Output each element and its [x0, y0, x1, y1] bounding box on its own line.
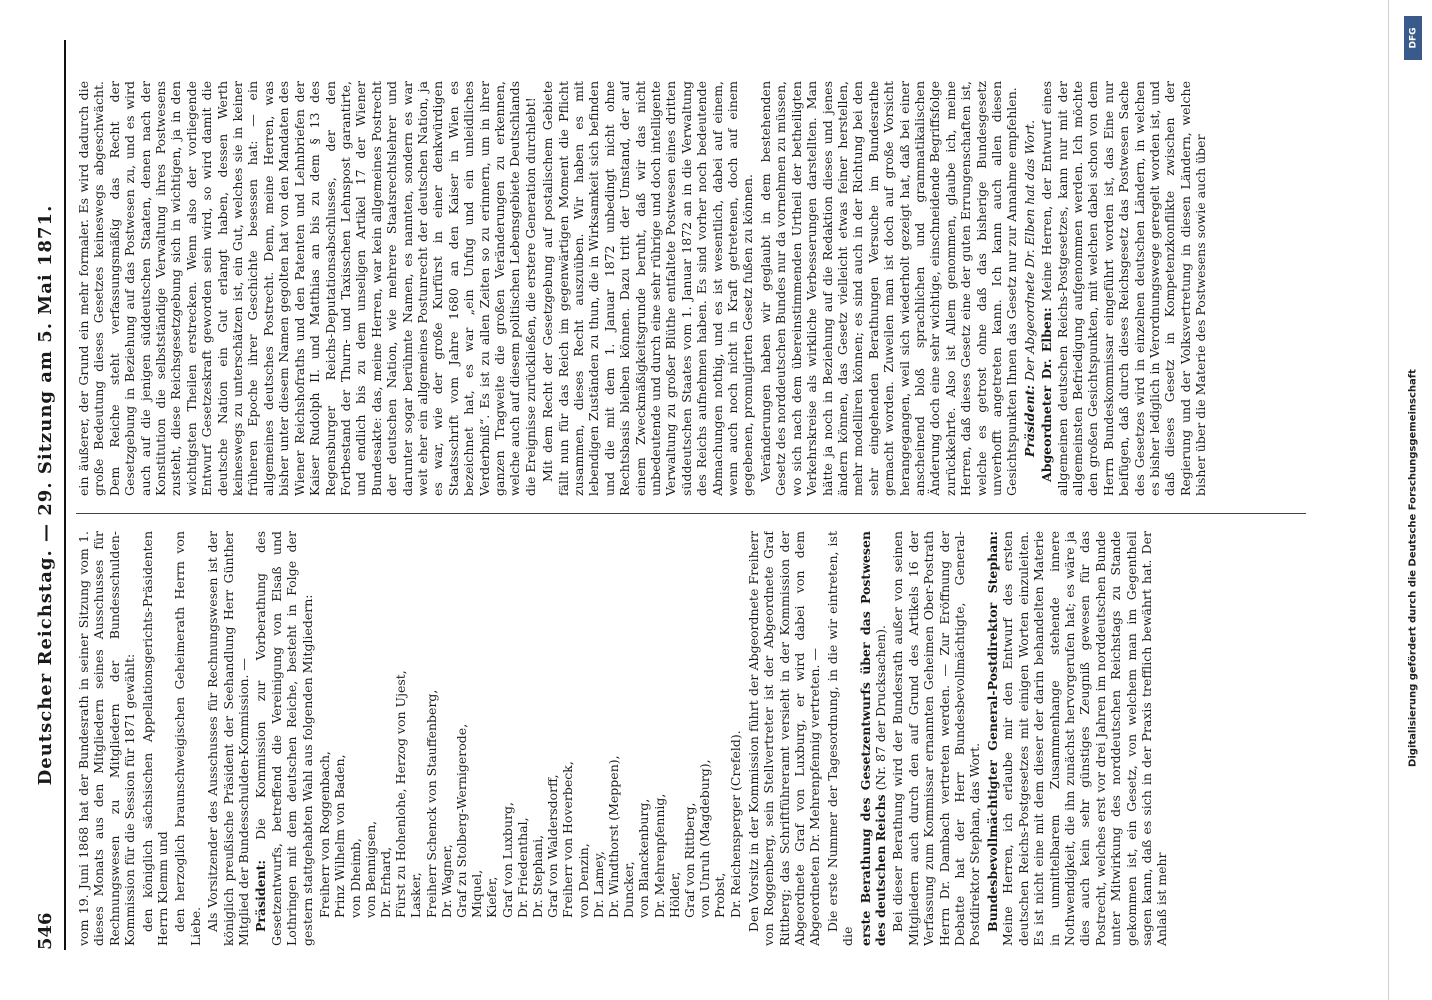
paragraph: Als Vorsitzender des Ausschusses für Rechnungswesen ist der königlich preußische Präsident der Seehandlung Herr Günther Mitglied der Bundesschulden-Kommission. —	[205, 531, 252, 946]
agenda-item	[858, 531, 889, 946]
agenda-reference: (Nr. 87 der Drucksachen).	[873, 624, 889, 791]
member-item: von Bennigsen,	[362, 820, 378, 918]
dfg-logo	[1404, 16, 1422, 60]
member-item: Dr. Friedenthal,	[514, 817, 530, 918]
member-item: Graf von Luxburg,	[499, 801, 515, 918]
member-item: Dr. Wagner,	[438, 844, 454, 918]
member-item: Lasker,	[408, 872, 424, 918]
paragraph: Den Vorsitz in der Kommission führt der Abgeordnete Freiherr von Roggenberg, sein Stellvertreter ist der Abgeordnete Graf Rittberg; das Schriftführeramt versieht in der Kommission der Abgeordnete Graf von Luxburg, er wird dabei von dem Abgeordneten Dr. Mehrenpfennig vertreten. —	[745, 531, 823, 946]
paragraph: Bei dieser Berathung wird der Bundesrath außer von seinen Mitgliedern auch durch den auf Grund des Artikels 16 der Verfassung zum Kommissar ernannten Geheimen Ober-Postrath Herrn Dr. Dambach vertreten werden. — Zur Eröffnung der Debatte hat der Herr Bundesbevollmächtigte, General-Postdirektor Stephan, das Wort.	[890, 531, 983, 946]
speaker-label: Bundesbevollmächtigter General-Postdirektor Stephan:	[984, 531, 1000, 932]
page-number: 546	[35, 912, 56, 950]
paragraph: den herzoglich braunschweigischen Geheimerath Herrn von Liebe.	[172, 531, 203, 946]
speaker-statement	[985, 531, 1170, 946]
member-item: Freiherr Schenck von Stauffenberg,	[423, 689, 439, 918]
member-item: Hölder,	[666, 871, 682, 918]
running-header	[35, 40, 65, 950]
member-item: von Blanckenburg,	[636, 798, 652, 918]
member-item: Prinz Wilhelm von Baden,	[332, 754, 348, 918]
member-item: Graf zu Stolberg-Wernigerode,	[453, 723, 469, 918]
member-item: von Unruh (Magdeburg),	[697, 759, 713, 918]
member-item: Dr. Reichensperger (Crefeld).	[727, 730, 743, 918]
member-item: Fürst zu Hohenlohe, Herzog von Ujest,	[393, 670, 409, 918]
statement-text: Der Abgeordnete Dr. Elben hat das Wort.	[1021, 119, 1037, 382]
member-item: Miquel,	[469, 869, 485, 918]
member-item: Dr. Lamey,	[590, 851, 606, 918]
sheet-edge	[1388, 0, 1389, 1000]
member-item: Dr. Mehrenpfennig,	[651, 793, 667, 918]
statement-text: Meine Herren, ich erlaube mir den Entwurf des ersten deutschen Reichs-Postgesetzes mit einigen Worten einzuleiten. Es ist nicht eine mit dem dieser der darin behandelten Materie in unmittelbarem Zusammenhange stehende innere Nothwendigkeit, die ihn zunächst hervorgerufen hat; es wäre ja dies auch kein sehr günstiges Zeugniß gewesen für das Postrecht, welches erst vor drei Jahren im norddeutschen Bunde unter Mitwirkung des norddeutschen Reichstags zu Stande gekommen ist, ein Gesetz, von welchem man im Gegentheil sagen kann, daß es sich in der Praxis trefflich bewährt hat. Der Anlaß ist mehr	[1000, 531, 1170, 946]
right-column	[76, 81, 1316, 496]
running-title: Deutscher Reichstag. — 29. Sitzung am 5. Mai 1871.	[35, 204, 56, 786]
speaker-label: Präsident:	[1021, 385, 1037, 458]
member-item: Dr. Stephani,	[529, 834, 545, 918]
member-item: Dr. Windthorst (Meppen),	[605, 755, 621, 918]
member-item: Graf von Rittberg,	[681, 802, 697, 918]
member-item: Graf von Waldersdorff,	[545, 774, 561, 918]
digitisation-credit: Digitalisierung gefördert durch die Deutsche Forschungsgemeinschaft	[1407, 369, 1419, 767]
member-item: Freiherr von Hoverbeck,	[560, 761, 576, 918]
paragraph: Die erste Nummer der Tagesordnung, in die wir eintreten, ist die	[824, 531, 856, 946]
member-item: Kiefer,	[484, 876, 500, 918]
member-item: Duncker,	[621, 861, 637, 918]
paragraph: den königlich sächsischen Appellationsgerichts-Präsidenten Herrn Klemm und	[139, 531, 171, 946]
agenda-heading: erste Berathung des Gesetzentwurfs über das Postwesen des deutschen Reichs	[857, 531, 889, 946]
paragraph: Mit dem Recht der Gesetzgebung auf postalischem Gebiete fällt nun für das Reich im gegenwärtigen Moment die Pflicht zusammen, dieses Recht auszuüben. Wir haben es mit lebendigen Zuständen zu thun, die in Wirksamkeit sich befinden und die mit dem 1. Januar 1872 unbedingt nicht ohne Rechtsbasis bleiben können. Dazu tritt der Umstand, der auf einem Zweckmäßigkeitsgrunde beruht, daß wir das nicht unbedeutende und durch eine sehr rührige und doch intelligente Verwaltung zu großer Blüthe entfaltete Postwesen eines dritten süddeutschen Staates vom 1. Januar 1872 an in die Verwaltung des Reichs aufnehmen haben. Es sind vorher noch bedeutende Abmachungen nothig, und es ist wesentlich, dabei auf einem, wenn auch noch nicht in Kraft getretenen, doch auf einem gegebenen, promulgirten Gesetz fußen zu können.	[540, 81, 756, 496]
member-item: Dr. Erhard,	[377, 846, 393, 918]
speaker-label: Abgeordneter Dr. Elben:	[1039, 307, 1055, 482]
dfg-logo-text: DFG	[1408, 27, 1419, 49]
member-item: Probst,	[712, 872, 728, 918]
member-item: Freiherr von Roggenbach,	[317, 751, 333, 918]
president-statement	[253, 531, 315, 946]
president-statement	[1022, 81, 1037, 496]
member-item: von Dheimb,	[347, 838, 363, 918]
paragraph: vom 19. Juni 1868 hat der Bundesrath in seiner Sitzung vom 1. dieses Monats aus den Mitgliedern seines Ausschusses für Rechnungswesen zu Mitgliedern der Bundesschulden-Kommission für die Session für 1871 gewählt:	[76, 531, 138, 946]
left-column	[76, 531, 1316, 946]
speaker-statement	[1039, 81, 1208, 496]
member-item: von Denzin,	[575, 843, 591, 918]
statement-text: Die Kommission zur Vorberathung des Gesetzentwurfs, betreffend die Vereinigung von Elsaß und Lothringen mit dem deutschen Reiche, besteht in Folge der gestern stattgehabten Wahl aus folgenden Mitgliedern:	[253, 531, 315, 946]
speaker-label: Präsident:	[253, 859, 269, 932]
paragraph: Veränderungen haben wir geglaubt in dem bestehenden Gesetz des norddeutschen Bundes nur da vornehmen zu müssen, wo sich nach dem übereinstimmenden Urtheil der betheiligten Verkehrskreise als wirkliche Verbesserungen darstellten. Man hätte ja noch in Beziehung auf die Redaktion dieses und jenes ändern können, das Gesetz vielleicht etwas feiner herstellen, mehr modelliren können; es sind auch in der Richtung bei den sehr eingehenden Berathungen Versuche im Bundesrathe gemacht worden. Zuweilen man ist doch auf große Vorsicht herangegangen, weil sich wiederholt gezeigt hat, daß bei einer anscheinend bloß sprachlichen und grammatikalischen Änderung doch eine sehr wichtige, einschneidende Begriffsfolge zurückkehrte. Also ist Allem genommen, glaube ich, meine Herren, daß dieses Gesetz eine der guten Errungenschaften ist, welche es getrost ohne daß das bisherige Bundesgesetz unverhofft angetreten kann. Ich kann auch allen diesen Gesichtspunkten Ihnen das Gesetz nur zur Annahme empfehlen.	[757, 81, 1020, 496]
header-rule	[64, 40, 66, 950]
statement-text: Meine Herren, der Entwurf eines allgemeinen deutschen Reichs-Postgesetzes, kann nur mit der allgemeinsten Befriedigung aufgenommen werden. Ich möchte den großen Gesichtspunkten, mit welchen dabei schon von dem Herrn Bundeskommissar eingeführt worden ist, das Eine nur beifügen, daß durch dieses Reichsgesetz das Postwesen Sache des Gesetzes wird in einzelnen deutschen Ländern, in welchen es bisher lediglich in Verordnungswege geregelt worden ist, und daß dieses Gesetz in Kompetenzkonflikte zwischen der Regierung und der Volksvertretung in diesen Ländern, welche bisher über die Materie des Postwesens sowie auch über	[1039, 81, 1209, 496]
digitisation-strip	[1400, 8, 1426, 992]
commission-member-list	[317, 531, 743, 918]
paragraph: ein äußerer, der Grund ein mehr formaler. Es wird dadurch die große Bedeutung dieses Gesetzes keineswegs abgeschwächt. Dem Reiche steht verfassungsmäßig das Recht der Gesetzgebung in Beziehung auf das Postwesen zu, und es wird auch auf die jenigen süddeutschen Staaten, denen nach der Konstitution die selbstständige Verwaltung ihres Postwesens zusteht, diese Reichsgesetzgebung sich in wichtigen, ja in den wichtigsten Theilen erstrecken. Wenn also der vorliegende Entwurf Gesetzeskraft geworden sein wird, so wird damit die deutsche Nation ein Gut erlangt haben, dessen Werth keineswegs zu unterschätzen ist, ein Gut, welches sie in keiner früheren Epoche ihrer Geschichte besessen hat: — ein allgemeines deutsches Postrecht. Denn, meine Herren, was bisher unter diesem Namen gegolten hat von den Mandaten des Wiener Reichshofraths und den Patenten und Lehnbriefen der Kaiser Rudolph II. und Matthias an bis zu dem § 13 des Regensburger Reichs-Deputationsabschlusses, der den Fortbestand der Thurn- und Taxisschen Lehnspost garantirte, und endlich bis zu dem unseligen Artikel 17 der Wiener Bundesakte: das, meine Herren, war kein allgemeines Postrecht der deutschen Nation, wie mehrere Staatsrechtslehrer und darunter sogar berühmte Namen, es nannten, sondern es war weit eher ein allgemeines Postunrecht der deutschen Nation, ja es war, wie der große Kurfürst in einer denkwürdigen Staatsschrift vom Jahre 1680 an den Kaiser in Wien es bezeichnet hat, es war „ein Unfug und ein unleidliches Verderbniß“. Es ist zu allen Zeiten so zu erinnern, um in ihrer ganzen Tragweite die großen Veränderungen zu erkennen, welche auch auf diesem politischen Lebensgebiete Deutschlands die Ereignisse zurückließen, die erstere Generation durchlebt!	[76, 81, 538, 496]
column-divider	[76, 513, 1306, 514]
